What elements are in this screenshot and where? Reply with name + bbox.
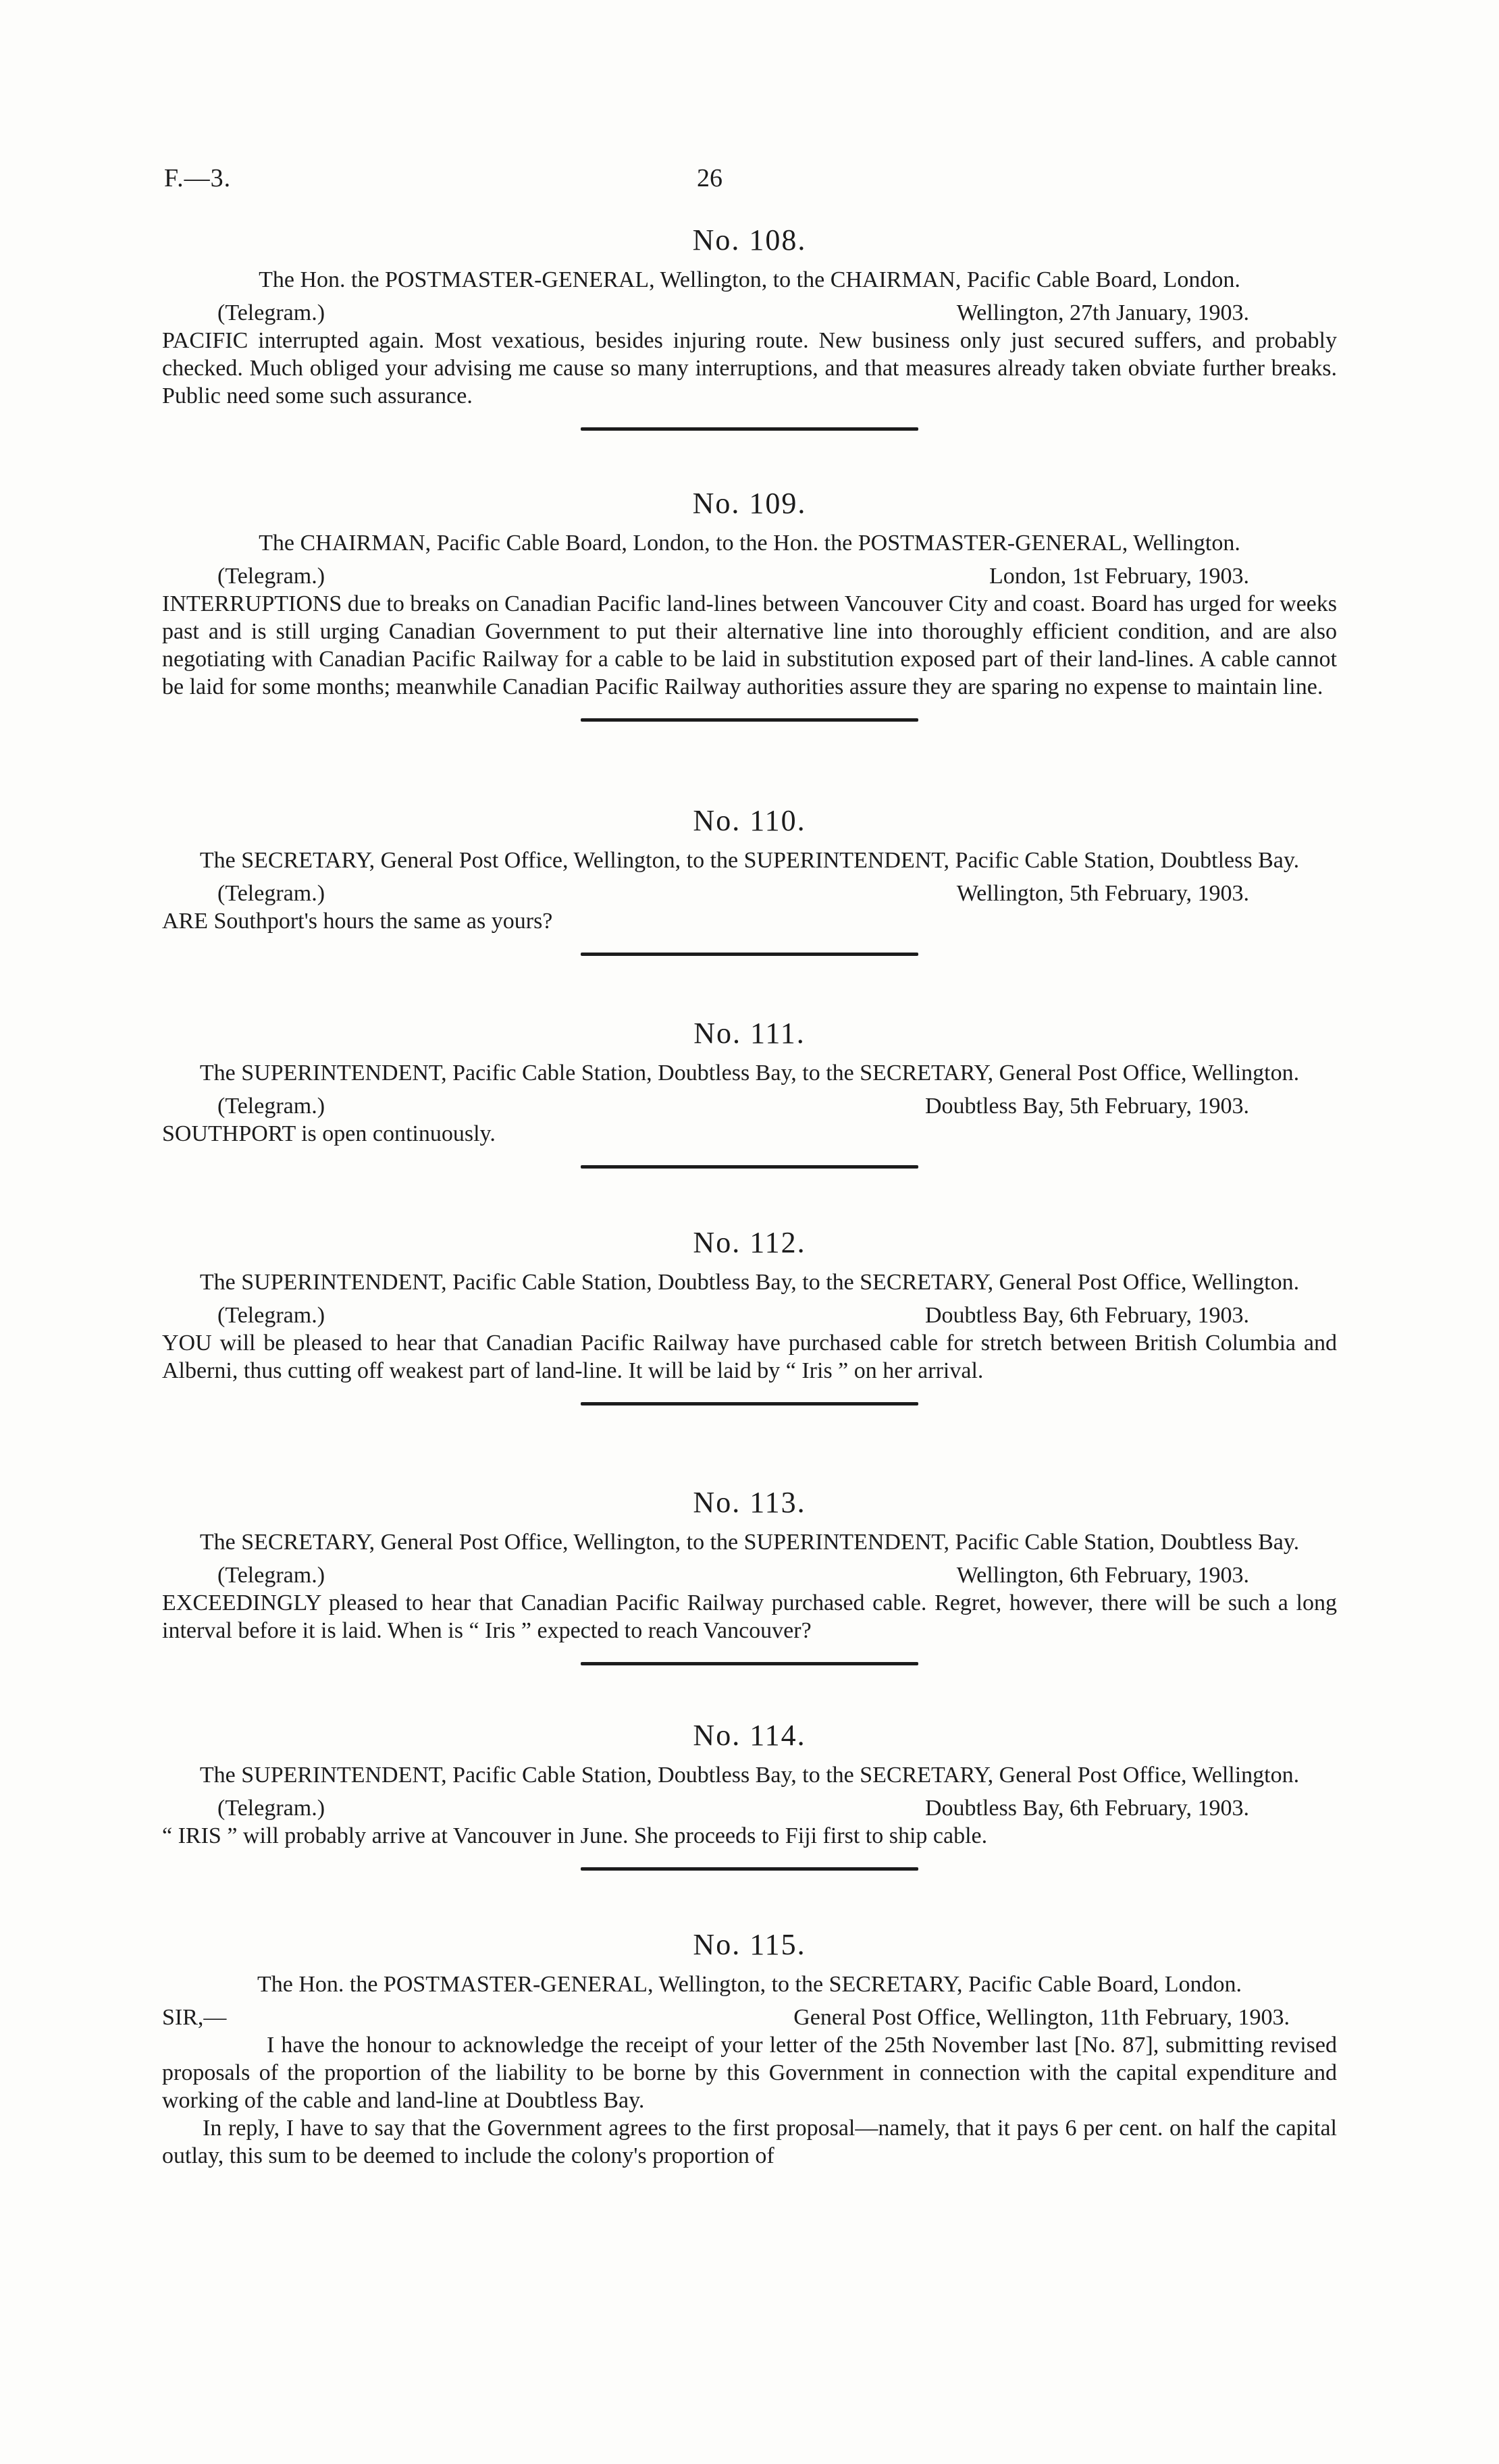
- section-divider: [581, 1402, 918, 1405]
- place-date: Wellington, 5th February, 1903.: [956, 881, 1249, 906]
- message-type: (Telegram.): [217, 300, 325, 325]
- section-divider: [581, 953, 918, 956]
- section-address: The Hon. the POSTMASTER-GENERAL, Wellington, to the SECRETARY, Pacific Cable Board, London.: [257, 1972, 1242, 1997]
- letter-paragraph: I have the honour to acknowledge the receipt of your letter of the 25th November last [No. 87], submitting revised proposals of the proportion of the liability to be borne by this Government in connection with the capital expenditure and working of the cable and land-line at Doubtless Bay.: [162, 2033, 1337, 2113]
- dateline: [162, 1794, 1337, 1822]
- section-108: [162, 223, 1337, 431]
- place-date: General Post Office, Wellington, 11th February, 1903.: [793, 2005, 1290, 2030]
- section-divider: [581, 1662, 918, 1665]
- section-address: The CHAIRMAN, Pacific Cable Board, London, to the Hon. the POSTMASTER-GENERAL, Wellington.: [259, 531, 1240, 556]
- section-divider: [581, 1867, 918, 1871]
- dateline: [162, 1302, 1337, 1329]
- message-type: (Telegram.): [217, 1094, 325, 1119]
- message-body: EXCEEDINGLY pleased to hear that Canadian Pacific Railway purchased cable. Regret, however, there will be such a long interval before it is laid. When is “ Iris ” expected to reach Vancouver?: [162, 1590, 1337, 1643]
- place-date: Wellington, 6th February, 1903.: [956, 1563, 1249, 1588]
- message-type: (Telegram.): [217, 881, 325, 906]
- section-number: No. 113.: [693, 1486, 806, 1519]
- place-date: Doubtless Bay, 6th February, 1903.: [924, 1796, 1249, 1821]
- section-114: [162, 1718, 1337, 1871]
- section-112: [162, 1225, 1337, 1405]
- message-body: “ IRIS ” will probably arrive at Vancouver in June. She proceeds to Fiji first to ship cable.: [162, 1823, 988, 1848]
- section-113: [162, 1485, 1337, 1665]
- message-body: INTERRUPTIONS due to breaks on Canadian Pacific land-lines between Vancouver City and coast. Board has urged for weeks past and is still urging Canadian Government to put their alternative line into thoroughly efficient condition, and are also negotiating with Canadian Pacific Railway for a cable to be laid in substitution exposed part of their land-lines. A cable cannot be laid for some months; meanwhile Canadian Pacific Railway authorities assure they are sparing no expense to maintain line.: [162, 591, 1337, 699]
- section-number: No. 115.: [693, 1928, 806, 1961]
- section-number: No. 114.: [693, 1719, 806, 1752]
- section-address: The Hon. the POSTMASTER-GENERAL, Wellington, to the CHAIRMAN, Pacific Cable Board, London.: [259, 267, 1240, 292]
- dateline: [162, 2004, 1337, 2031]
- section-number: No. 111.: [693, 1017, 806, 1050]
- message-body: SOUTHPORT is open continuously.: [162, 1121, 496, 1146]
- message-body: YOU will be pleased to hear that Canadian Pacific Railway have purchased cable for stretch between British Columbia and Alberni, thus cutting off weakest part of land-line. It will be laid by “ Iris ” on her arrival.: [162, 1331, 1337, 1383]
- salutation: SIR,—: [162, 2005, 227, 2030]
- section-divider: [581, 1165, 918, 1169]
- place-date: Doubtless Bay, 6th February, 1903.: [924, 1303, 1249, 1328]
- section-address: The SUPERINTENDENT, Pacific Cable Station, Doubtless Bay, to the SECRETARY, General Post Office, Wellington.: [199, 1763, 1300, 1788]
- document-reference: F.—3.: [164, 164, 232, 192]
- place-date: Doubtless Bay, 5th February, 1903.: [924, 1094, 1249, 1119]
- message-type: (Telegram.): [217, 1796, 325, 1821]
- section-109: [162, 486, 1337, 722]
- dateline: [162, 1561, 1337, 1589]
- section-number: No. 109.: [692, 487, 807, 520]
- place-date: London, 1st February, 1903.: [989, 564, 1249, 589]
- section-divider: [581, 427, 918, 431]
- message-type: (Telegram.): [217, 1303, 325, 1328]
- section-110: [162, 803, 1337, 956]
- message-type: (Telegram.): [217, 1563, 325, 1588]
- section-address: The SECRETARY, General Post Office, Wellington, to the SUPERINTENDENT, Pacific Cable Station, Doubtless Bay.: [199, 1530, 1300, 1555]
- section-divider: [581, 718, 918, 722]
- section-address: The SECRETARY, General Post Office, Wellington, to the SUPERINTENDENT, Pacific Cable Station, Doubtless Bay.: [199, 848, 1300, 873]
- message-body: PACIFIC interrupted again. Most vexatious, besides injuring route. New business only just secured suffers, and probably checked. Much obliged your advising me cause so many interruptions, and that measures already taken obviate further breaks. Public need some such assurance.: [162, 328, 1337, 408]
- page-number: 26: [697, 164, 722, 192]
- section-number: No. 112.: [693, 1226, 806, 1259]
- section-number: No. 108.: [692, 223, 807, 257]
- message-body: ARE Southport's hours the same as yours?: [162, 909, 553, 934]
- dateline: [162, 299, 1337, 327]
- dateline: [162, 562, 1337, 590]
- section-115: [162, 1927, 1337, 2170]
- message-type: (Telegram.): [217, 564, 325, 589]
- dateline: [162, 1092, 1337, 1120]
- letter-paragraph: In reply, I have to say that the Government agrees to the first proposal—namely, that it pays 6 per cent. on half the capital outlay, this sum to be deemed to include the colony's proportion of: [162, 2116, 1337, 2168]
- section-address: The SUPERINTENDENT, Pacific Cable Station, Doubtless Bay, to the SECRETARY, General Post Office, Wellington.: [199, 1270, 1300, 1295]
- section-number: No. 110.: [693, 804, 806, 837]
- section-address: The SUPERINTENDENT, Pacific Cable Station, Doubtless Bay, to the SECRETARY, General Post Office, Wellington.: [199, 1061, 1300, 1086]
- place-date: Wellington, 27th January, 1903.: [956, 300, 1249, 325]
- dateline: [162, 880, 1337, 907]
- section-111: [162, 1016, 1337, 1169]
